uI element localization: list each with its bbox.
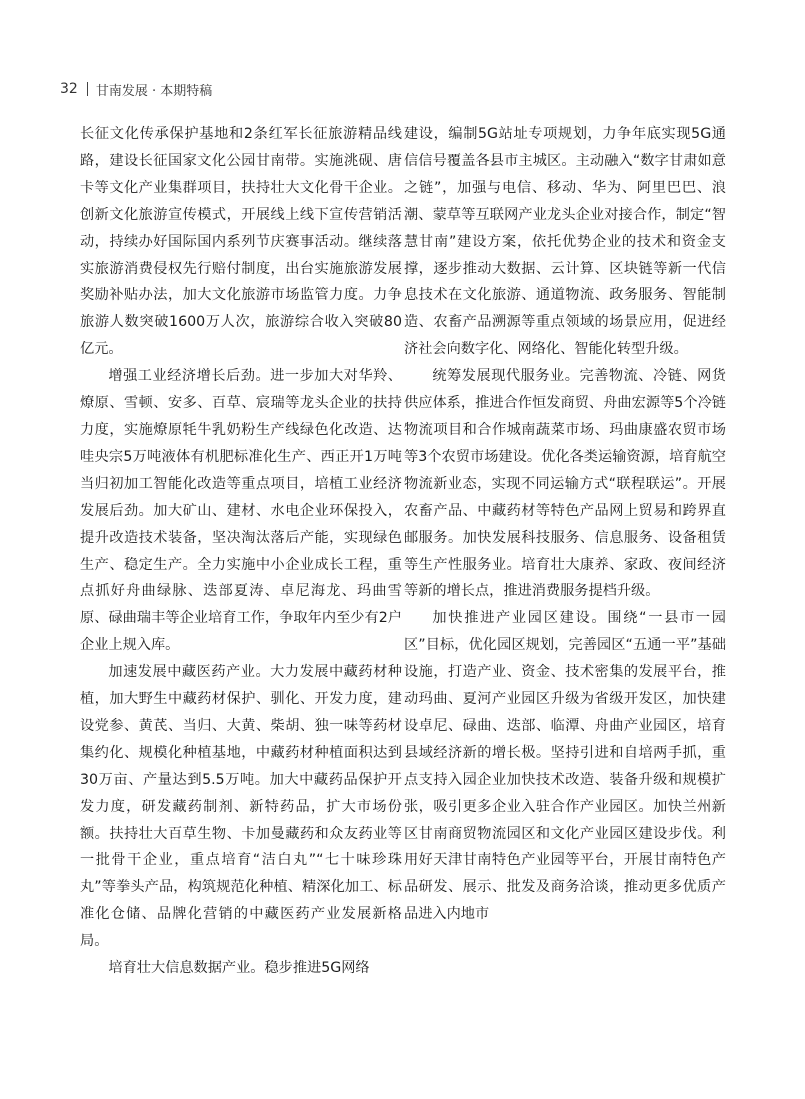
page-header: [60, 78, 212, 100]
paragraph: 培育壮大信息数据产业。稳步推进5G网络: [108, 960, 370, 977]
left-column: [80, 121, 402, 982]
header-divider: [87, 82, 88, 96]
section-title: 甘南发展 · 本期特稿: [95, 83, 213, 99]
right-column: [404, 121, 726, 928]
paragraph: 统筹发展现代服务业。完善物流、冷链、网货供应体系，推进合作恒发商贸、舟曲宏源等5个冷链物流项目和合作城南蔬菜市场、玛曲康盛农贸市场等3个农贸市场建设。优化各类运输资源，培育航空物流新业态，实现不同运输方式“联程联运”。开展农畜产品、中藏药材等特色产品网上贸易和跨界直邮服务。加快发展科技服务、信息服务、设备租赁等生产性服务业。培育壮大康养、家政、夜间经济等新的增长点，推进消费服务提档升级。: [404, 368, 726, 600]
paragraph: 加速发展中藏医药产业。大力发展中藏药材种植，加大野生中藏药材保护、驯化、开发力度，建设党参、黄芪、当归、大黄、柴胡、独一味等药材集约化、规模化种植基地，中藏药材种植面积达到30万亩、产量达到5.5万吨。加大中藏药品保护开发力度，研发藏药制剂、新特药品，扩大市场份额。扶持壮大百草生物、卡加曼藏药和众友药业等一批骨干企业，重点培育“洁白丸”“七十味珍珠丸”等拳头产品，构筑规范化种植、精深化加工、标准化仓储、品牌化营销的中藏医药产业发展新格局。: [80, 664, 402, 950]
paragraph: 长征文化传承保护基地和2条红军长征旅游精品线路，建设长征国家文化公园甘南带。实施洮砚、唐卡等文化产业集群项目，扶持壮大文化骨干企业。创新文化旅游宣传模式，开展线上线下宣传营销活动，持续办好国际国内系列节庆赛事活动。继续落实旅游消费侵权先行赔付制度，出台实施旅游发展奖励补贴办法，加大文化旅游市场监管力度。力争旅游人数突破1600万人次，旅游综合收入突破80亿元。: [80, 126, 402, 358]
paragraph: 加快推进产业园区建设。围绕“一县市一园区”目标，优化园区规划，完善园区“五通一平”基础设施，打造产业、资金、技术密集的发展平台，推动玛曲、夏河产业园区升级为省级开发区，加快建设卓尼、碌曲、迭部、临潭、舟曲产业园区，培育县域经济新的增长极。坚持引进和自培两手抓，重点支持入园企业加快技术改造、装备升级和规模扩张，吸引更多企业入驻合作产业园区。加快兰州新区甘南商贸物流园区和文化产业园区建设步伐。利用好天津甘南特色产业园等平台，开展甘南特色产品研发、展示、批发及商务洽谈，推动更多优质产品进入内地市: [404, 610, 726, 923]
page-number: 32: [60, 81, 78, 97]
paragraph: 增强工业经济增长后劲。进一步加大对华羚、燎原、雪顿、安多、百草、宸瑞等龙头企业的扶持力度，实施燎原牦牛乳奶粉生产线绿色化改造、达哇央宗5万吨液体有机肥标准化生产、西正开1万吨当归初加工智能化改造等重点项目，培植工业经济发展后劲。加大矿山、建材、水电企业环保投入，提升改造技术装备，坚决淘汰落后产能，实现绿色生产、稳定生产。全力实施中小企业成长工程，重点抓好舟曲绿脉、迭部夏涛、卓尼海龙、玛曲雪原、碌曲瑞丰等企业培育工作，争取年内至少有2户企业上规入库。: [80, 368, 402, 654]
paragraph: 建设，编制5G站址专项规划，力争年底实现5G通信信号覆盖各县市主城区。主动融入“数字甘肃如意之链”，加强与电信、移动、华为、阿里巴巴、浪潮、蒙草等互联网产业龙头企业对接合作，制定“智慧甘南”建设方案，依托优势企业的技术和资金支撑，逐步推动大数据、云计算、区块链等新一代信息技术在文化旅游、通道物流、政务服务、智能制造、农畜产品溯源等重点领域的场景应用，促进经济社会向数字化、网络化、智能化转型升级。: [404, 126, 726, 358]
